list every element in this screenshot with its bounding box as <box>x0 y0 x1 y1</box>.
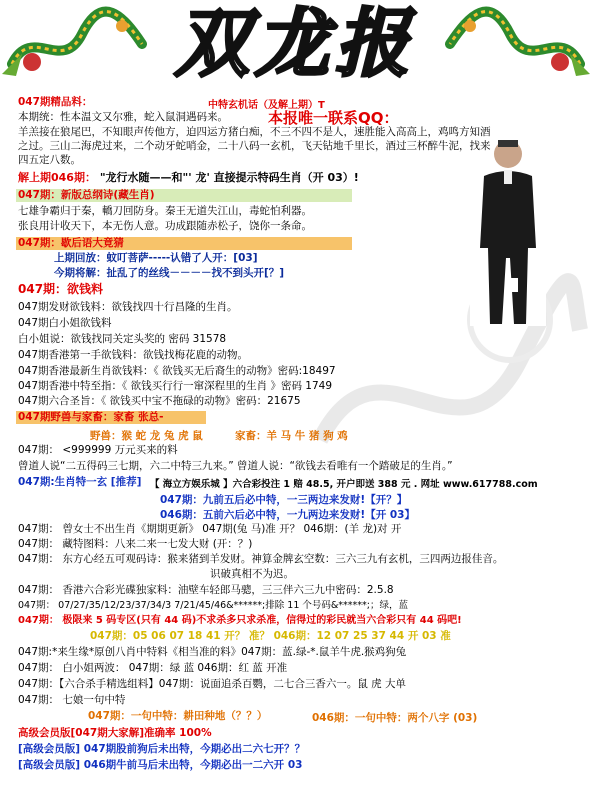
solve-label: 解上期046期： <box>18 171 96 184</box>
wild-label: 047期野兽与家畜：家畜 张总- <box>18 411 164 423</box>
page-title: 双龙报 <box>175 1 415 87</box>
tip-line: 047期： 极限来 5 码专区(只有 44 码)不求杀多只求杀准，信得过的彩民就当六合彩只有 44 码吧! <box>18 615 462 626</box>
tip-line: 047期： 白小姐两波： 047期：绿 蓝 046期：红 蓝 开准 <box>18 662 288 674</box>
quote-price: 047期： <999999 万元买来的料 <box>18 444 178 456</box>
sec1-line: 之过。三山二海虎过来，二个动牙蛇哨金，二十八码一玄机，飞天钻地千里长，酒过三杯醉牛泥，找来 <box>18 140 491 152</box>
photo-mask <box>508 278 518 292</box>
contact-qq: 本报唯一联系QQ： <box>268 109 399 127</box>
money-line: 047期白小姐欲钱料 <box>18 317 112 329</box>
masthead <box>0 0 595 92</box>
tip-line: 047期： 香港六合彩光碟独家料：油壁车轻郎马骢，三三伴六三九中密码：2.5.8 <box>18 584 394 596</box>
money-line: 047期香港最新生肖欲钱料：《 欲钱买无后裔生的动物》密码:18497 <box>18 365 336 377</box>
sec1-line: 羊羔接在狼尾巴，不知眼声传他方，迫四运方猪白痴，不三不四不是人，速胜能入高高上，鸡鸣方知酒 <box>18 126 491 138</box>
tip-line: 047期： 藏特图料：八来二来一七发大财 (开：？) <box>18 538 253 550</box>
money-title: 047期：欲钱料 <box>18 282 104 296</box>
tip-line: 识破真相不为迟。 <box>210 568 294 580</box>
man-photo <box>470 128 546 326</box>
money-line: 047期香港第一手欲钱料：欲钱找梅花鹿的动物。 <box>18 349 249 361</box>
poem-line: 七雄争霸归于秦，轎刀回防身。秦王无道失江山，毒蛇怕利器。 <box>18 205 312 217</box>
riddle-current: 今期将解：扯乱了的丝线－－－－找不到头开[？] <box>54 267 285 279</box>
vip-line: [高级会员版] 046期牛前马后未出特，今期必出一二六开 03 <box>18 759 303 771</box>
tip-line: 047期：【六合杀手精选组料】047期：说面追杀百鹦，二七合三香六一。鼠 虎 大单 <box>18 678 407 690</box>
money-line: 047期发财欲钱料：欲钱找四十行昌隆的生肖。 <box>18 301 238 313</box>
one-sentence-046: 046期：一句中特：两个八字 (03) <box>312 712 478 724</box>
sec1-right-note: 中特玄机话（及解上期）T <box>208 100 325 111</box>
tip-line: 047期:*来生缘*原创八肖中特料《相当准的料》047期：蓝.绿-*.鼠羊牛虎.猴鸡狗兔 <box>18 646 407 658</box>
home-animals: 家畜：羊 马 牛 猪 狗 鸡 <box>235 430 348 442</box>
sec1-line: 本期统：性本温文又尔雅，蛇入鼠洞遇码来。 <box>18 111 228 123</box>
sec1-line: 四五定八数。 <box>18 154 81 166</box>
tip-line: 047期： 东方心经五可观码诗：猴来猪到羊发财。神算金牌玄空数：三六三九有玄机，三四两边报佳音。 <box>18 553 504 565</box>
solve-text: "龙行水随——和"' 龙' 直接提示特码生肖（开 03）! <box>99 171 359 184</box>
quote-daoren: 曾道人说“二五得码三七期，六二中特三九来。” 曾道人说：“欲钱去看唯有一个踏破足的生肖。” <box>18 460 453 472</box>
sec1-label: 047期精品料： <box>18 96 93 108</box>
tip-line: 047期：05 06 07 18 41 开？ 准？ 046期：12 07 25 37 44 开 03 准 <box>90 630 451 642</box>
special-line-047: 047期：九前五后必中特，一三两边来发财!【开？】 <box>160 494 408 506</box>
tip-line: 047期： 曾女士不出生肖《期期更新》 047期(兔 马)准 开？ 046期：(羊 龙)对 开 <box>18 523 402 535</box>
money-line: 白小姐说：欲钱找同关定头奖的 密码 31578 <box>18 333 227 345</box>
solve-line <box>18 171 359 184</box>
special-label: 047期:生肖特一玄 [推荐] <box>18 476 142 488</box>
poem-title: 047期：新版总纲诗(藏生肖) <box>18 189 155 201</box>
poem-line: 张良用计收天下，本无伤人意。功成跟随赤松子，饶你一条命。 <box>18 220 312 232</box>
riddle-title: 047期：歇后语大竟猜 <box>18 237 124 249</box>
dragon-left-icon <box>2 4 152 84</box>
riddle-prev: 上期回放：蚊叮菩萨-----认错了人开：[03] <box>54 252 258 264</box>
one-sentence-047: 047期：一句中特：耕田种地（？？） <box>88 710 268 722</box>
casino-ad: 【 海立方娱乐城 】六合彩投注 1 赔 48.5, 开户即送 388 元 . 网址 www.617788.com <box>150 479 538 490</box>
vip-title: 高级会员版[047期大家解]准确率 100% <box>18 727 212 739</box>
money-line: 047期香港中特至指：《 欲钱买行行一窜深程里的生肖 》密码 1749 <box>18 380 333 392</box>
vip-line: [高级会员版] 047期股前狗后未出特，今期必出二六七开？？ <box>18 743 306 755</box>
tip-line: 047期： 07/27/35/12/23/37/34/3 7/21/45/46&******;排除 11 个号码&******;；绿，蓝 <box>18 600 408 611</box>
dragon-right-icon <box>440 4 590 84</box>
special-line-046: 046期：五前六后必中特，一九两边来发财!【开 03】 <box>160 509 415 521</box>
tip-line: 047期： 七娘一句中特 <box>18 694 126 706</box>
money-line: 047期六合圣旨：《 欲钱买中宝不拖碌的动物》密码：21675 <box>18 395 301 407</box>
wild-animals: 野兽：猴 蛇 龙 兔 虎 鼠 <box>90 430 203 442</box>
